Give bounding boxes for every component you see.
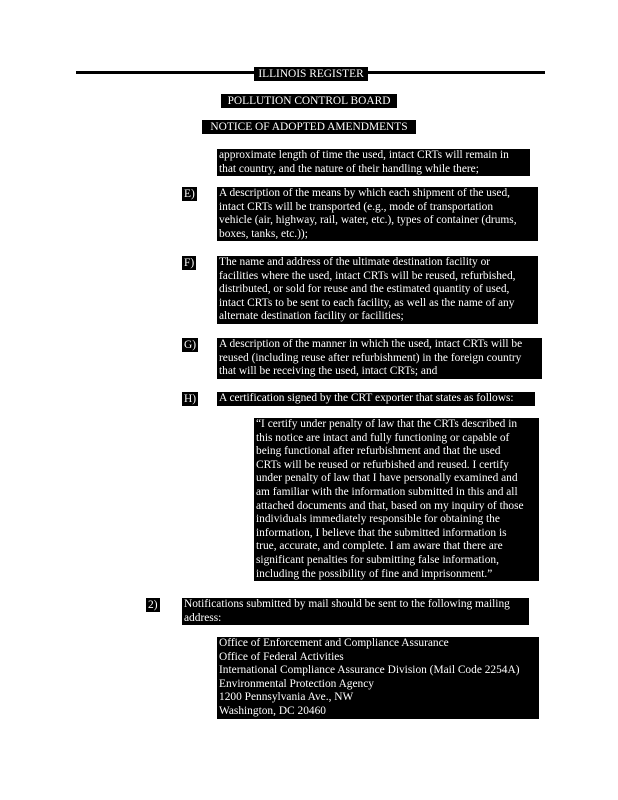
item-g-label: G) — [184, 339, 197, 351]
item-e-line: boxes, tanks, etc.)); — [219, 227, 308, 240]
item-f-text — [217, 256, 538, 324]
certification-line: information, I believe that the submitted information is — [256, 526, 507, 539]
address-line: 1200 Pennsylvania Ave., NW — [219, 691, 354, 704]
address-line: Environmental Protection Agency — [219, 677, 375, 690]
item-2-label: 2) — [148, 599, 158, 611]
certification-line: significant penalties for submitting false information, — [256, 553, 499, 566]
item-e-text — [217, 187, 538, 241]
address-line: Washington, DC 20460 — [219, 704, 326, 717]
register-title: ILLINOIS REGISTER — [254, 67, 368, 81]
item-f-line: The name and address of the ultimate destination facility or — [219, 256, 491, 268]
continuation-line: that country, and the nature of their handling while there; — [219, 162, 479, 175]
item-e-line: intact CRTs will be transported (e.g., mode of transportation — [219, 200, 494, 213]
notice-title: NOTICE OF ADOPTED AMENDMENTS — [202, 120, 416, 134]
item-g-line: that will be receiving the used, intact CRTs; and — [219, 365, 438, 378]
item-f-line: distributed, or sold for reuse and the estimated quantity of used, — [219, 283, 510, 296]
item-f-line: alternate destination facility or facilities; — [219, 310, 404, 323]
item-h-label: H) — [184, 393, 197, 405]
item-f-label: F) — [184, 257, 195, 269]
item-f-line: intact CRTs to be sent to each facility, as well as the name of any — [219, 296, 515, 309]
certification-line: under penalty of law that I have personally examined and — [256, 472, 518, 485]
item-2-line: address: — [184, 611, 222, 624]
certification-line: attached documents and that, based on my inquiry of those — [256, 499, 524, 512]
certification-line: true, accurate, and complete. I am aware that there are — [256, 540, 503, 553]
item-h-text — [217, 392, 535, 406]
continuation-text — [217, 149, 530, 176]
item-g-line: reused (including reuse after refurbishment) in the foreign country — [219, 351, 522, 364]
item-2-line: Notifications submitted by mail should be sent to the following mailing — [184, 598, 510, 610]
item-g-line: A description of the manner in which the used, intact CRTs will be — [219, 338, 523, 350]
address-line: International Compliance Assurance Division (Mail Code 2254A) — [219, 664, 520, 677]
address-line: Office of Enforcement and Compliance Assurance — [219, 637, 449, 649]
certification-line: am familiar with the information submitted in this and all — [256, 485, 518, 498]
certification-line: being functional after refurbishment and that the used — [256, 445, 501, 458]
item-e-line: vehicle (air, highway, rail, water, etc.), types of container (drums, — [219, 214, 517, 227]
item-2-text — [182, 598, 529, 625]
certification-line: this notice are intact and fully functioning or capable of — [256, 431, 510, 444]
board-title: POLLUTION CONTROL BOARD — [221, 94, 397, 108]
mailing-address — [217, 637, 539, 719]
continuation-line: approximate length of time the used, intact CRTs will remain in — [219, 149, 509, 161]
item-h-line: A certification signed by the CRT exporter that states as follows: — [219, 392, 514, 404]
address-line: Office of Federal Activities — [219, 650, 344, 663]
item-e-label: E) — [184, 188, 195, 200]
certification-statement — [254, 418, 539, 581]
item-f-line: facilities where the used, intact CRTs will be reused, refurbished, — [219, 269, 516, 282]
item-g-text — [217, 338, 542, 379]
item-e-line: A description of the means by which each shipment of the used, — [219, 187, 511, 199]
certification-line: CRTs will be reused or refurbished and reused. I certify — [256, 458, 509, 471]
certification-line: including the possibility of fine and imprisonment.” — [256, 567, 493, 580]
certification-line: “I certify under penalty of law that the CRTs described in — [256, 418, 518, 430]
certification-line: individuals immediately responsible for obtaining the — [256, 513, 500, 526]
